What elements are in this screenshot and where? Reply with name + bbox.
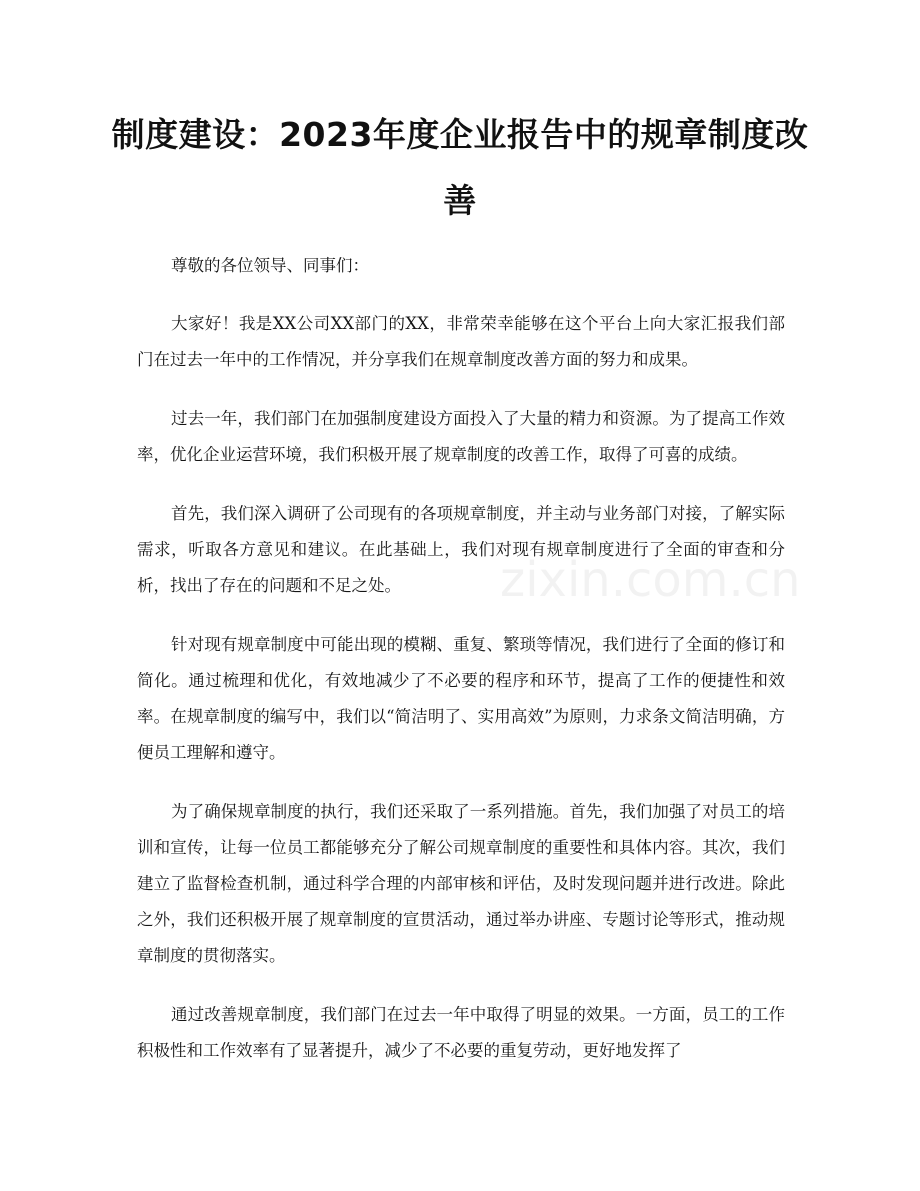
salutation-paragraph: 尊敬的各位领导、同事们： — [171, 256, 369, 275]
body-paragraph: 过去一年，我们部门在加强制度建设方面投入了大量的精力和资源。为了提高工作效率，优化企业运营环境，我们积极开展了规章制度的改善工作，取得了可喜的成绩。 — [137, 409, 785, 464]
intro-paragraph: 大家好！我是XX公司XX部门的XX，非常荣幸能够在这个平台上向大家汇报我们部门在过去一年中的工作情况，并分享我们在规章制度改善方面的努力和成果。 — [137, 314, 785, 369]
document-title: 制度建设：2023年度企业报告中的规章制度改善 — [111, 115, 809, 220]
body-paragraph: 为了确保规章制度的执行，我们还采取了一系列措施。首先，我们加强了对员工的培训和宣传，让每一位员工都能够充分了解公司规章制度的重要性和具体内容。其次，我们建立了监督检查机制，通过科学合理的内部审核和评估，及时发现问题并进行改进。除此之外，我们还积极开展了规章制度的宣贯活动，通过举办讲座、专题讨论等形式，推动规章制度的贯彻落实。 — [137, 802, 785, 965]
watermark: zixin.com.cn — [500, 552, 801, 608]
document-body — [137, 248, 785, 1092]
body-paragraph: 首先，我们深入调研了公司现有的各项规章制度，并主动与业务部门对接，了解实际需求，听取各方意见和建议。在此基础上，我们对现有规章制度进行了全面的审查和分析，找出了存在的问题和不足之处。 — [137, 504, 785, 595]
body-paragraph: 针对现有规章制度中可能出现的模糊、重复、繁琐等情况，我们进行了全面的修订和简化。通过梳理和优化，有效地减少了不必要的程序和环节，提高了工作的便捷性和效率。在规章制度的编写中，我们以“简洁明了、实用高效”为原则，力求条文简洁明确，方便员工理解和遵守。 — [137, 635, 785, 762]
body-paragraph: 通过改善规章制度，我们部门在过去一年中取得了明显的效果。一方面，员工的工作积极性和工作效率有了显著提升，减少了不必要的重复劳动，更好地发挥了 — [137, 1005, 785, 1060]
